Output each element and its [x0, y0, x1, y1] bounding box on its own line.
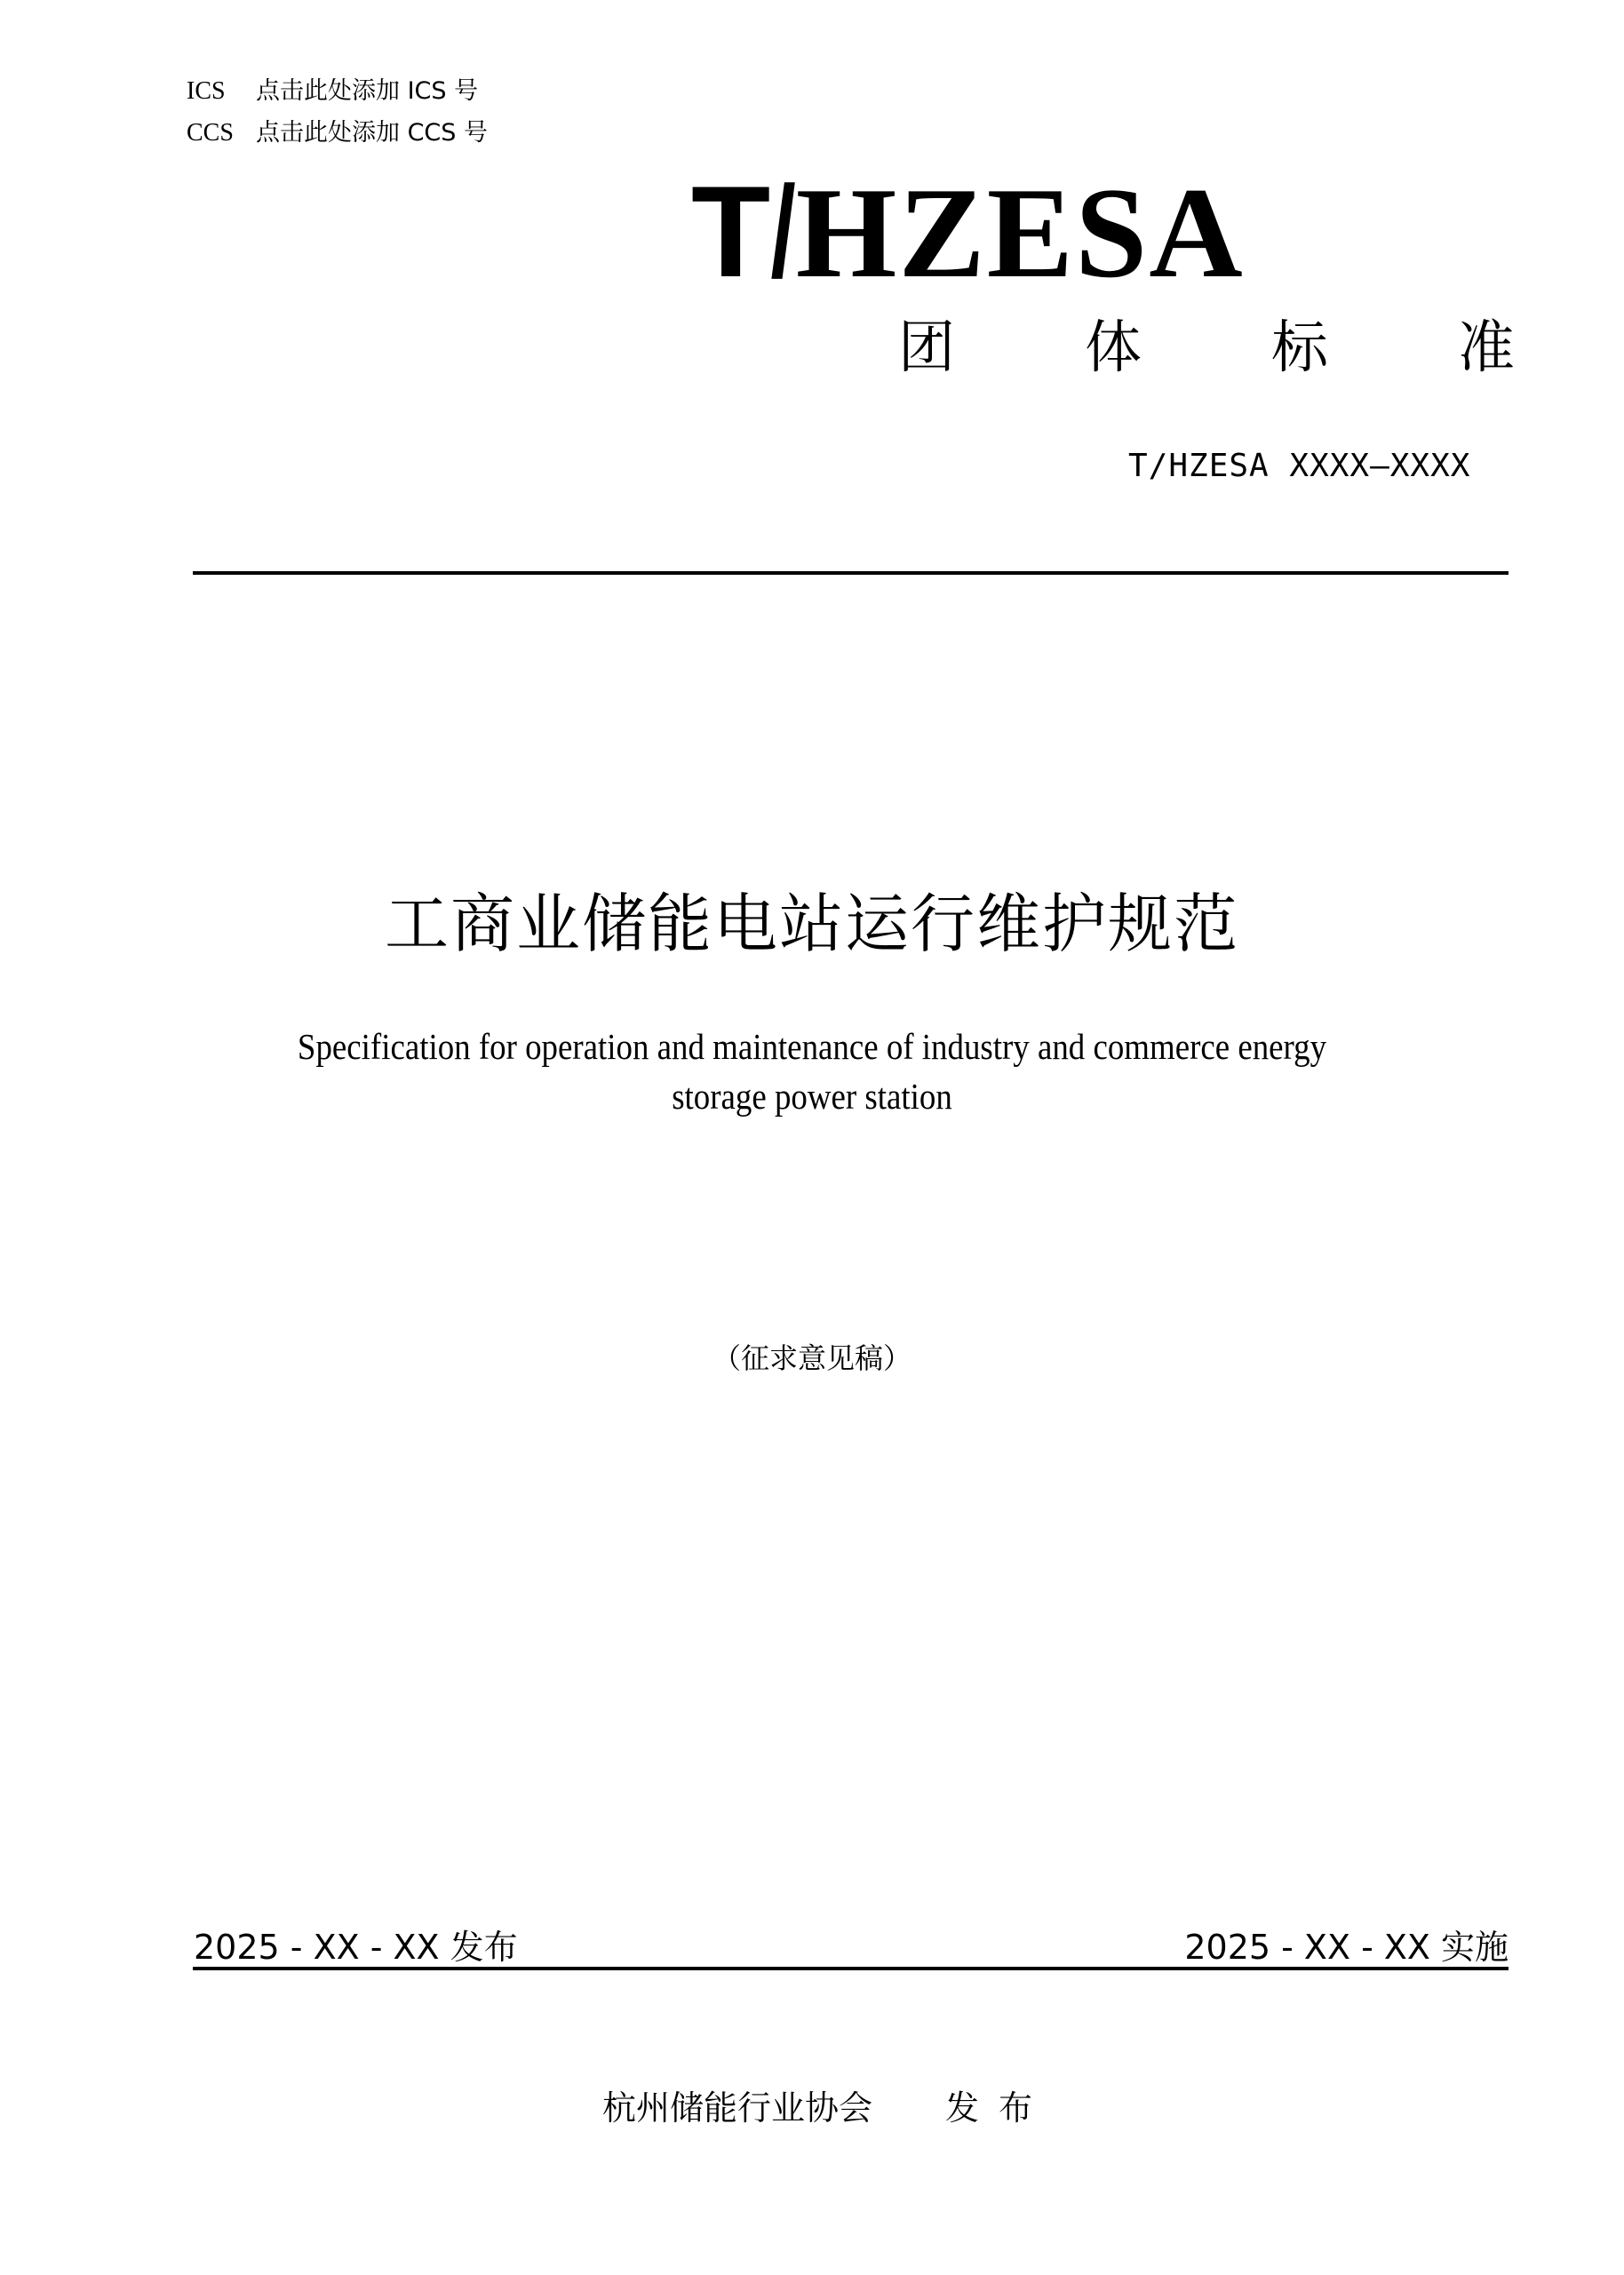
standard-number: T/HZESA XXXX—XXXX [1128, 448, 1471, 484]
standard-type-char: 准 [1458, 315, 1515, 381]
org-code-slash: / [770, 159, 798, 304]
publisher-action: 发布 [945, 2088, 1053, 2128]
title-english [0, 1022, 1624, 1121]
implement-date: 2025 - XX - XX 实施 [1184, 1928, 1509, 1967]
ics-label: ICS [187, 77, 226, 105]
draft-status: （征求意见稿） [712, 1341, 912, 1375]
publisher [602, 2086, 1052, 2130]
org-code-main: HZESA [795, 161, 1245, 305]
standard-type-char: 体 [1085, 315, 1142, 381]
bottom-divider [193, 1967, 1509, 1970]
top-divider [193, 571, 1509, 575]
standard-type-char: 标 [1271, 315, 1328, 381]
org-code-prefix: T [691, 159, 773, 304]
standard-type [896, 311, 1517, 386]
title-chinese: 工商业储能电站运行维护规范 [384, 887, 1239, 961]
title-english-line-1: Specification for operation and maintenance of industry and commerce energy [297, 1026, 1327, 1067]
publisher-name: 杭州储能行业协会 [602, 2088, 873, 2128]
ccs-line [187, 118, 488, 148]
ics-line [187, 76, 478, 107]
ccs-label: CCS [187, 119, 234, 147]
standard-type-char: 团 [898, 315, 955, 381]
ics-placeholder-field[interactable]: 点击此处添加 ICS 号 [256, 77, 479, 105]
organization-code-logo [691, 159, 1429, 305]
title-english-line-2: storage power station [672, 1076, 952, 1117]
publish-date: 2025 - XX - XX 发布 [194, 1928, 518, 1967]
ccs-placeholder-field[interactable]: 点击此处添加 CCS 号 [256, 119, 489, 147]
